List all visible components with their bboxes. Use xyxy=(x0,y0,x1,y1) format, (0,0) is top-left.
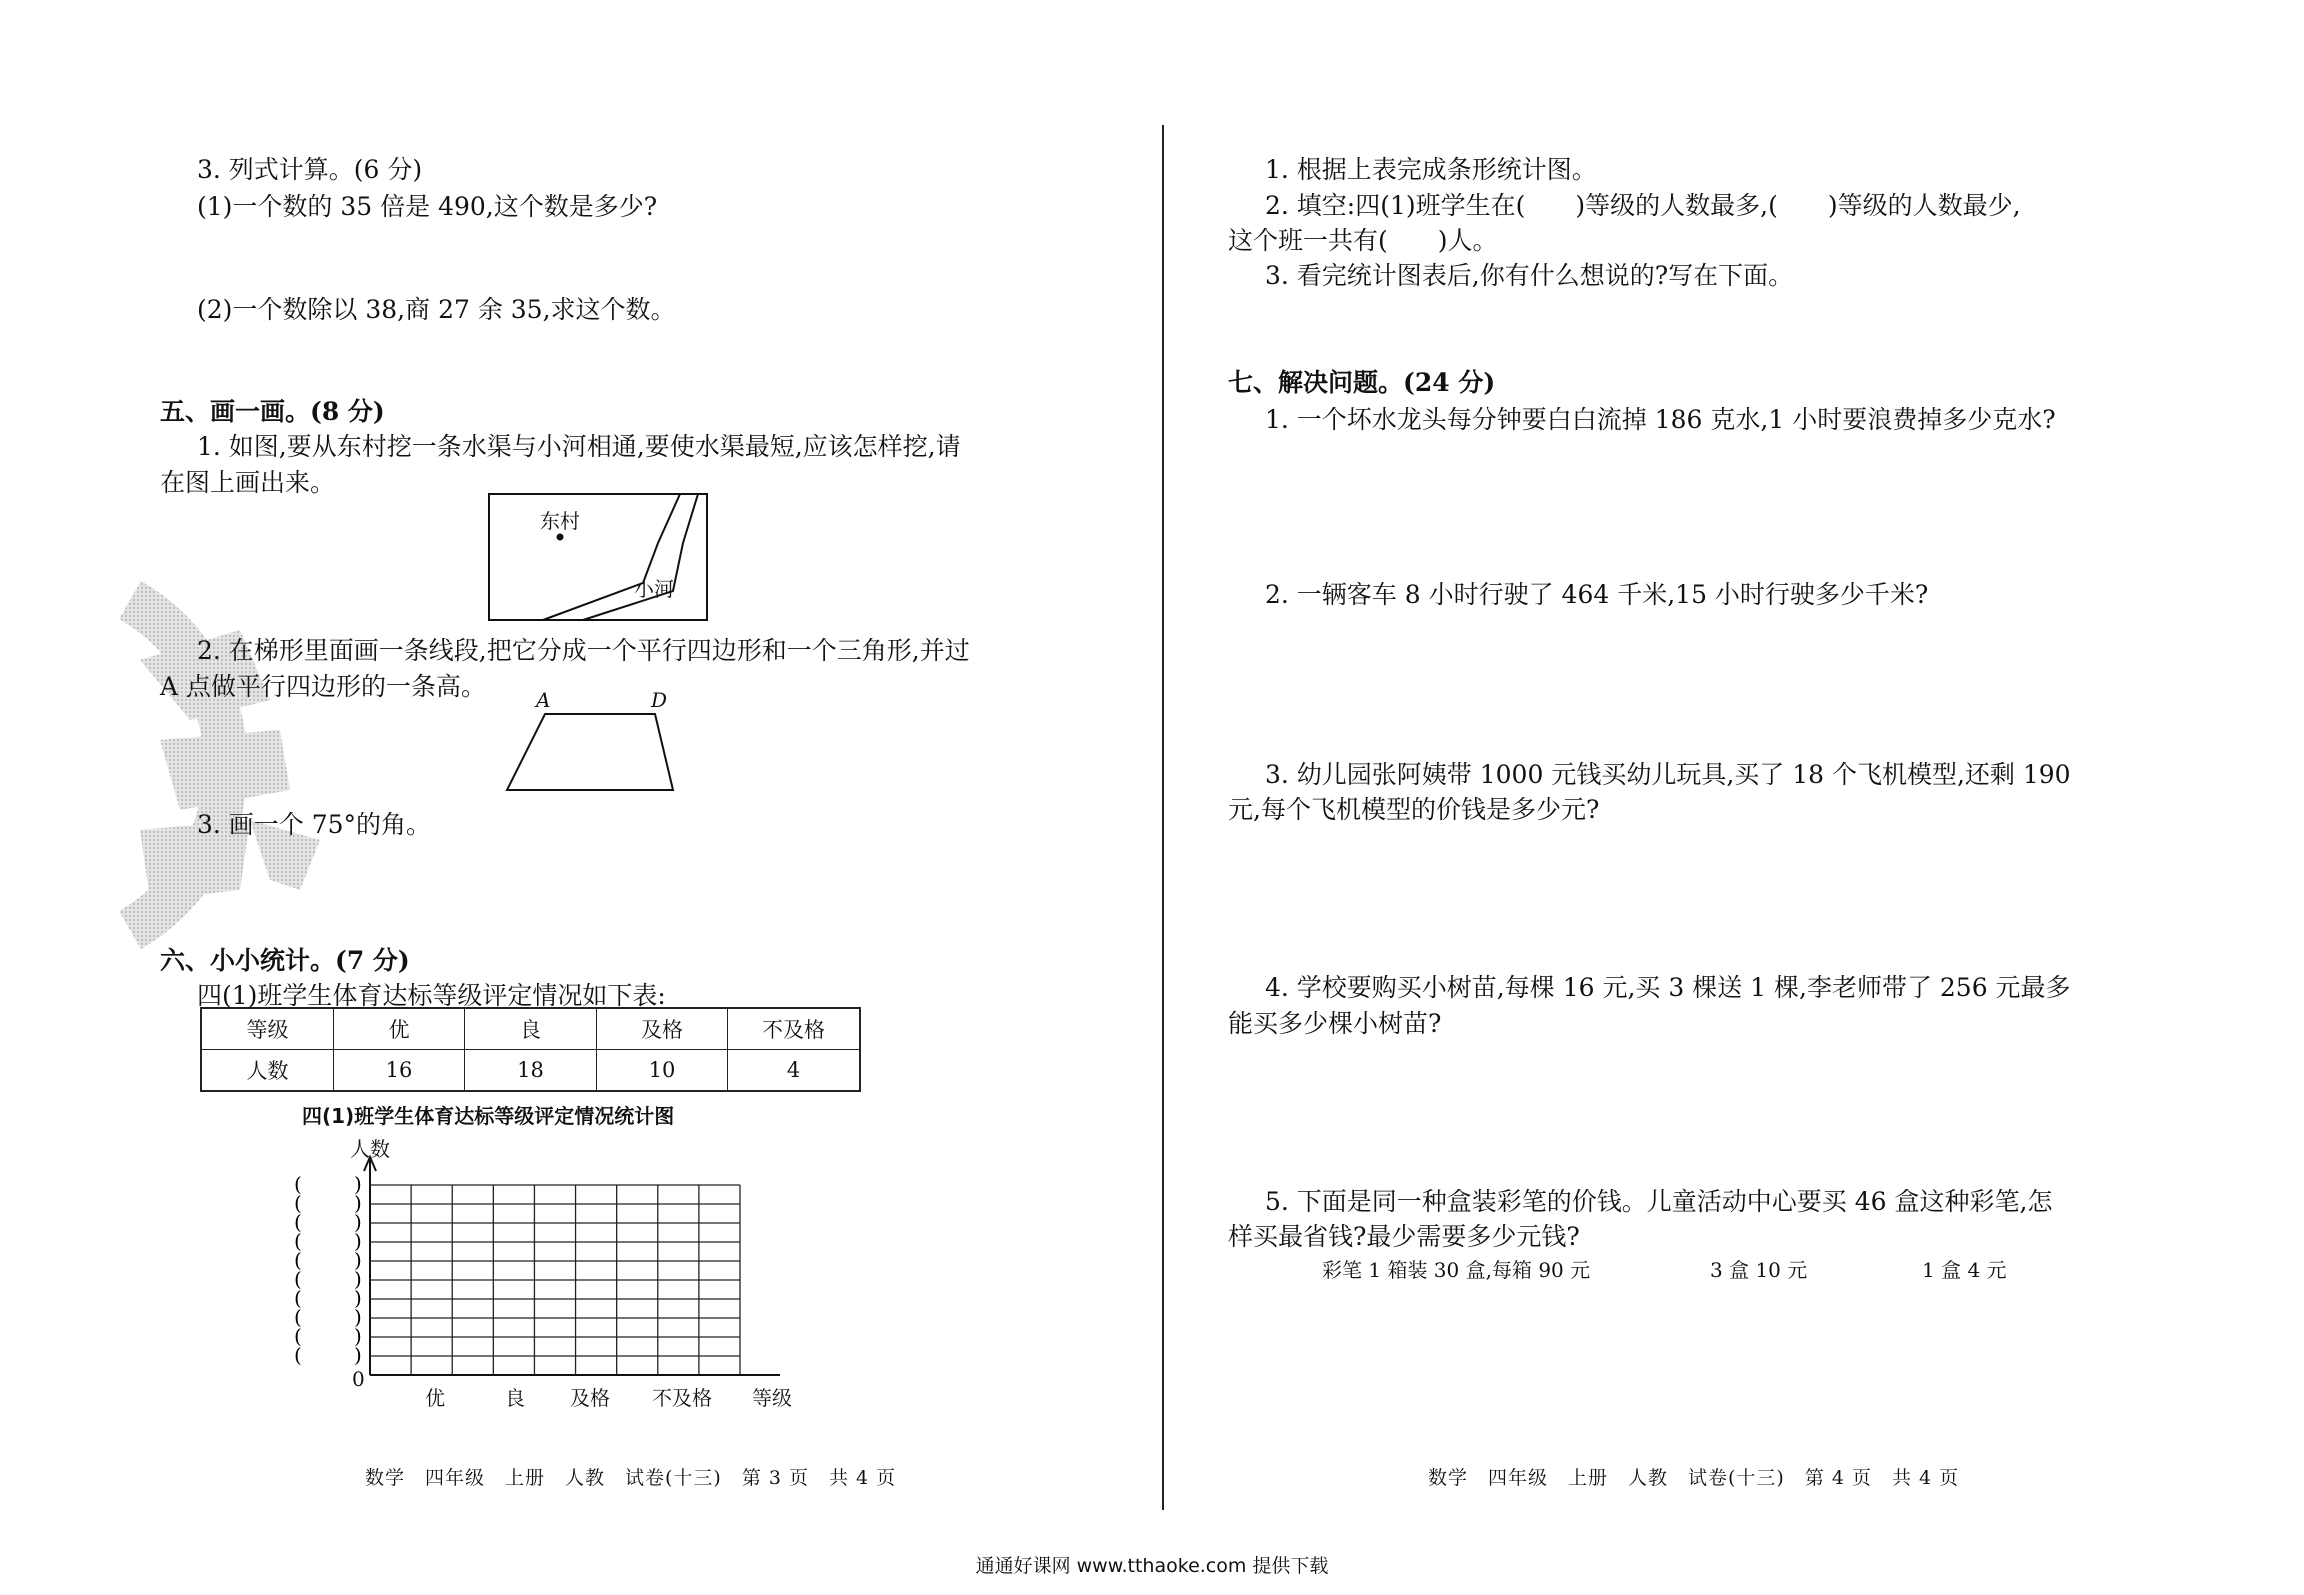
page-divider xyxy=(1162,125,1164,1510)
blank-tick-bracket: ( xyxy=(294,1267,302,1291)
chart-category-label: 及格 xyxy=(570,1386,610,1410)
trapezoid-figure xyxy=(505,712,675,792)
blank-tick-bracket: ( xyxy=(294,1248,302,1272)
blank-bar-chart-grid xyxy=(290,1155,810,1395)
blank-tick-bracket: ( xyxy=(294,1286,302,1310)
section-7-title: 七、解决问题。(24 分) xyxy=(1228,368,1496,397)
grade-table xyxy=(200,1007,861,1092)
table-cell: 优 xyxy=(334,1008,465,1050)
chart-x-label: 等级 xyxy=(752,1386,792,1410)
right-page-footer: 数学 四年级 上册 人教 试卷(十三) 第 4 页 共 4 页 xyxy=(1428,1467,1960,1489)
s6-q3: 3. 看完统计图表后,你有什么想说的?写在下面。 xyxy=(1265,261,1794,290)
blank-tick-bracket: ( xyxy=(294,1172,302,1196)
s5-q1-line2: 在图上画出来。 xyxy=(160,468,336,497)
blank-tick-bracket: ) xyxy=(354,1248,362,1272)
table-cell: 人数 xyxy=(201,1050,334,1092)
table-cell: 及格 xyxy=(597,1008,728,1050)
s7-q5-line1: 5. 下面是同一种盒装彩笔的价钱。儿童活动中心要买 46 盒这种彩笔,怎 xyxy=(1265,1187,2053,1216)
blank-tick-bracket: ( xyxy=(294,1229,302,1253)
map-river-label: 小河 xyxy=(634,577,674,601)
blank-tick-bracket: ) xyxy=(354,1172,362,1196)
blank-tick-bracket: ) xyxy=(354,1267,362,1291)
s5-q1-line1: 1. 如图,要从东村挖一条水渠与小河相通,要使水渠最短,应该怎样挖,请 xyxy=(197,432,961,461)
chart-category-label: 良 xyxy=(505,1386,525,1410)
table-cell: 16 xyxy=(334,1050,465,1092)
blank-tick-bracket: ( xyxy=(294,1305,302,1329)
s5-q2-line2: A 点做平行四边形的一条高。 xyxy=(160,672,487,701)
s7-q1: 1. 一个坏水龙头每分钟要白白流掉 186 克水,1 小时要浪费掉多少克水? xyxy=(1265,405,2056,434)
table-cell: 10 xyxy=(597,1050,728,1092)
table-cell: 18 xyxy=(465,1050,597,1092)
table-row xyxy=(201,1008,860,1050)
price-option-1: 彩笔 1 箱装 30 盒,每箱 90 元 xyxy=(1322,1258,1591,1282)
s7-q4-line2: 能买多少棵小树苗? xyxy=(1228,1009,1442,1038)
table-cell: 不及格 xyxy=(728,1008,861,1050)
table-cell: 等级 xyxy=(201,1008,334,1050)
s6-q1: 1. 根据上表完成条形统计图。 xyxy=(1265,155,1597,184)
s7-q3-line2: 元,每个飞机模型的价钱是多少元? xyxy=(1228,795,1600,824)
s6-intro: 四(1)班学生体育达标等级评定情况如下表: xyxy=(197,981,666,1010)
blank-tick-bracket: ( xyxy=(294,1324,302,1348)
trapezoid-label-d: D xyxy=(651,688,668,712)
s7-q4-line1: 4. 学校要购买小树苗,每棵 16 元,买 3 棵送 1 棵,李老师带了 256 元最多 xyxy=(1265,973,2071,1002)
chart-title: 四(1)班学生体育达标等级评定情况统计图 xyxy=(302,1104,675,1128)
trapezoid-label-a: A xyxy=(536,688,551,712)
section-6-title: 六、小小统计。(7 分) xyxy=(160,946,410,975)
blank-tick-bracket: ) xyxy=(354,1191,362,1215)
table-cell: 4 xyxy=(728,1050,861,1092)
price-option-3: 1 盒 4 元 xyxy=(1922,1258,2007,1282)
s6-q2-line1: 2. 填空:四(1)班学生在( )等级的人数最多,( )等级的人数最少, xyxy=(1265,191,2021,220)
blank-tick-bracket: ) xyxy=(354,1286,362,1310)
blank-tick-bracket: ( xyxy=(294,1343,302,1367)
price-option-2: 3 盒 10 元 xyxy=(1710,1258,1808,1282)
s7-q5-line2: 样买最省钱?最少需要多少元钱? xyxy=(1228,1222,1580,1251)
blank-tick-bracket: ) xyxy=(354,1305,362,1329)
blank-tick-bracket: ) xyxy=(354,1343,362,1367)
village-river-map xyxy=(488,493,708,623)
s7-q2: 2. 一辆客车 8 小时行驶了 464 千米,15 小时行驶多少千米? xyxy=(1265,580,1929,609)
q3-item-1: (1)一个数的 35 倍是 490,这个数是多少? xyxy=(197,192,658,221)
blank-tick-bracket: ) xyxy=(354,1324,362,1348)
s6-q2-line2: 这个班一共有( )人。 xyxy=(1228,226,1498,255)
left-page-footer: 数学 四年级 上册 人教 试卷(十三) 第 3 页 共 4 页 xyxy=(365,1467,897,1489)
site-credit: 通通好课网 www.tthaoke.com 提供下载 xyxy=(975,1555,1329,1577)
section-5-title: 五、画一画。(8 分) xyxy=(160,397,385,426)
table-cell: 良 xyxy=(465,1008,597,1050)
chart-category-label: 优 xyxy=(425,1386,445,1410)
blank-tick-bracket: ) xyxy=(354,1229,362,1253)
q3-title: 3. 列式计算。(6 分) xyxy=(197,155,423,184)
blank-tick-bracket: ) xyxy=(354,1210,362,1234)
s5-q3: 3. 画一个 75°的角。 xyxy=(197,810,432,839)
chart-category-label: 不及格 xyxy=(652,1386,712,1410)
table-row xyxy=(201,1050,860,1092)
map-village-label: 东村 xyxy=(540,509,580,533)
q3-item-2: (2)一个数除以 38,商 27 余 35,求这个数。 xyxy=(197,295,676,324)
s7-q3-line1: 3. 幼儿园张阿姨带 1000 元钱买幼儿玩具,买了 18 个飞机模型,还剩 190 xyxy=(1265,760,2071,789)
s5-q2-line1: 2. 在梯形里面画一条线段,把它分成一个平行四边形和一个三角形,并过 xyxy=(197,636,970,665)
blank-tick-bracket: ( xyxy=(294,1210,302,1234)
chart-origin-label: 0 xyxy=(352,1367,365,1391)
blank-tick-bracket: ( xyxy=(294,1191,302,1215)
chart-y-label: 人数 xyxy=(350,1137,390,1161)
